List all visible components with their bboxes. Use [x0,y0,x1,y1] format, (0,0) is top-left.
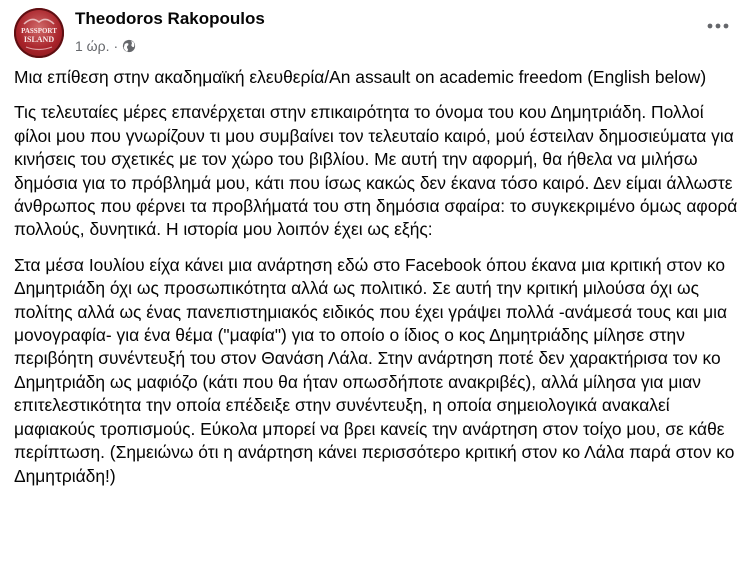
post-meta [75,37,136,55]
post-paragraph: Τις τελευταίες μέρες επανέρχεται στην επικαιρότητα το όνομα του κου Δημητριάδη. Πολλοί φίλοι μου που γνωρίζουν τι μου συμβαίνει τον τελευταίο καιρό, μού έστειλαν δημοσιεύματα για κινήσεις του σχετικές με τον χώρο του βιβλίου. Με αυτή την αφορμή, θα ήθελα να μιλήσω δημόσια για το πρόβλημά μου, κάτι που ίσως κακώς δεν έκανα τόσο καιρό. Δεν είμαι άλλωστε άνθρωπος που φέρνει τα προβλήματά του στη δημόσια σφαίρα: το συγκεκριμένο όμως αφορά πολλούς, δυνητικά. Η ιστορία μου λοιπόν έχει ως εξής: [14,102,738,240]
post-paragraph: Στα μέσα Ιουλίου είχα κάνει μια ανάρτηση εδώ στο Facebook όπου έκανα μια κριτική στον κο Δημητριάδη όχι ως προσωπικότητα αλλά ως πολιτικό. Σε αυτή την κριτική μιλούσα όχι ως πολίτης αλλά ως ένας πανεπιστημιακός ειδικός που έχει γράψει πολλά -ανάμεσά τους και μια μονογραφία- για ένα θέμα ("μαφία") για το οποίο ο ίδιος ο κος Δημητριάδης μίλησε στην περιβόητη συνέντευξή του στον Θανάση Λάλα. Στην ανάρτηση ποτέ δεν χαρακτήρισα τον κο Δημητριάδη ως μαφιόζο (κάτι που θα ήταν οπωσδήποτε ανακριβές), αλλά μίλησα για μιαν επιτελεστικότητα την οποία επέδειξε στην συνέντευξη, η οποία σημειολογικά ανακαλεί μαφιακούς τροπισμούς. Εύκολα μπορεί να βρει κανείς την ανάρτηση στον τοίχο μου, σε κάθε περίπτωση. (Σημειώνω ότι η ανάρτηση κάνει περισσότερο κριτική στον κο Λάλα παρά στον κο Δημητριάδη!) [14,254,735,486]
post-header [14,8,736,60]
more-options-button[interactable] [700,8,736,44]
svg-text:PASSPORT: PASSPORT [21,27,57,35]
svg-text:ISLAND: ISLAND [23,35,55,44]
post-paragraph-title: Μια επίθεση στην ακαδημαϊκή ελευθερία/An assault on academic freedom (English below) [14,67,707,87]
author-name[interactable]: Theodoros Rakopoulos [75,9,265,28]
avatar-logo-icon [14,8,64,58]
post-body [14,66,738,500]
avatar[interactable] [14,8,64,58]
more-horizontal-icon [707,23,729,29]
post-timestamp[interactable]: 1 ώρ. [75,38,110,54]
meta-separator: · [113,38,119,54]
globe-icon[interactable] [122,39,136,53]
